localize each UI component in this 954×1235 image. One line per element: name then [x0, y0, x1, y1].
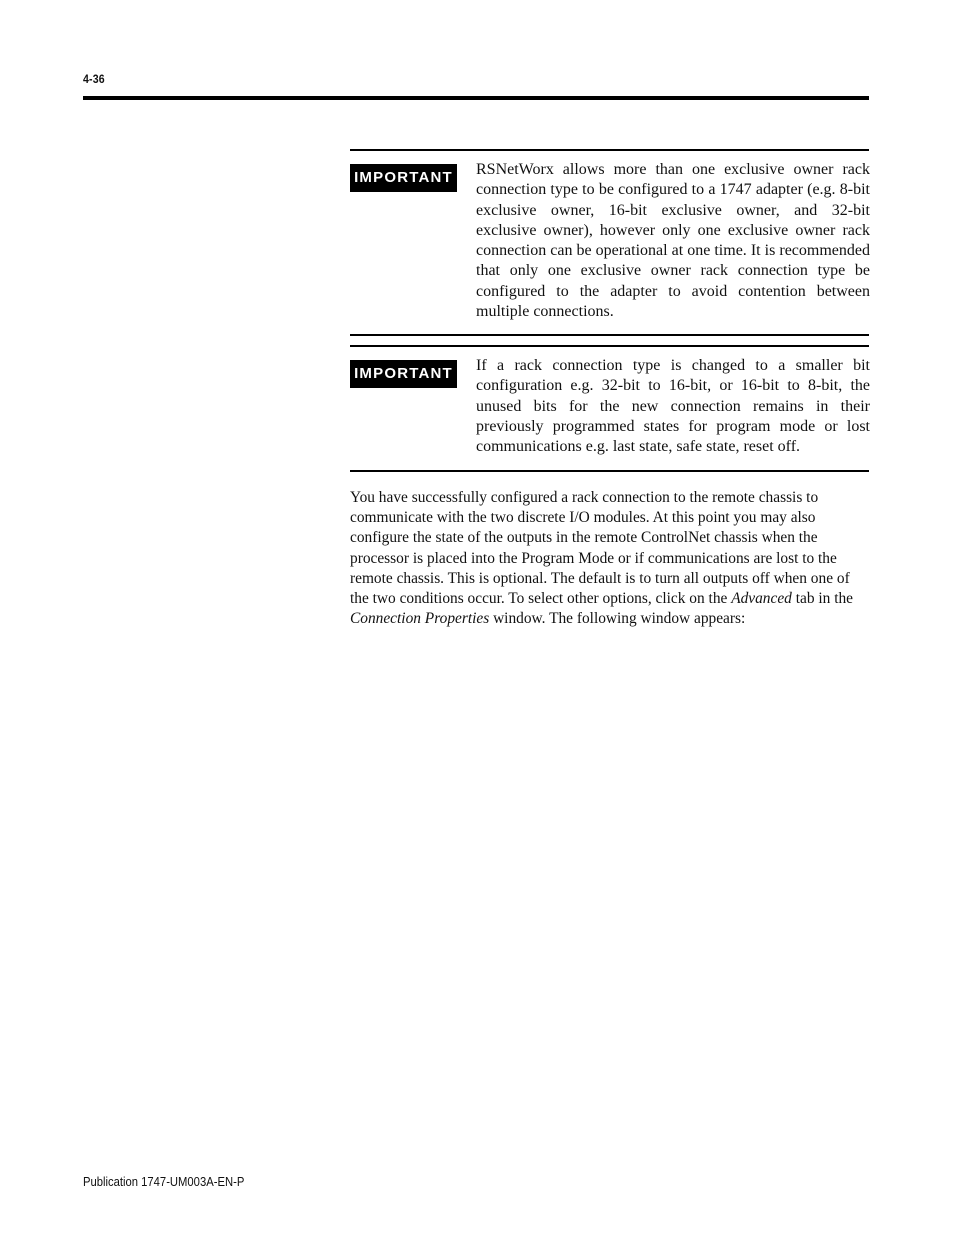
important-badge: IMPORTANT: [350, 360, 457, 388]
connection-properties-term: Connection Properties: [350, 610, 490, 628]
important-notice-text: RSNetWorx allows more than one exclusive owner rack connection type to be configured to a 1747 adapter (e.g. 8-bit exclusive owner, 16-bit exclusive owner, and 32-bit exclusive owner), however only one exclusive owner rack connection can be operational at one time. It is recommended that only one exclusive owner rack connection type be configured to the adapter to avoid contention between multiple connections.: [476, 161, 870, 321]
important-notice-1: [350, 149, 869, 336]
body-paragraph: [350, 488, 869, 629]
header-rule: [83, 96, 869, 100]
page-number: 4-36: [83, 72, 105, 86]
publication-footer: Publication 1747-UM003A-EN-P: [83, 1175, 245, 1189]
important-badge: IMPORTANT: [350, 164, 457, 192]
body-text: tab in the: [791, 590, 853, 608]
advanced-tab-term: Advanced: [731, 590, 792, 608]
important-notice-2: [350, 345, 869, 472]
body-text: You have successfully configured a rack connection to the remote chassis to communicate with the two discrete I/O modules. At this point you may also configure the state of the outputs in the remote ControlNet chassis when the processor is placed into the Program Mode or if communications are lost to the remote chassis. This is optional. The default is to turn all outputs off when one of the two conditions occur. To select other options, click on the: [350, 489, 850, 608]
body-text: window. The following window appears:: [489, 610, 746, 628]
important-notice-text: If a rack connection type is changed to a smaller bit configuration e.g. 32-bit to 16-bit, or 16-bit to 8-bit, the unused bits for the new connection remains in their previously programmed states for program mode or lost communications e.g. last state, safe state, reset off.: [476, 357, 870, 456]
